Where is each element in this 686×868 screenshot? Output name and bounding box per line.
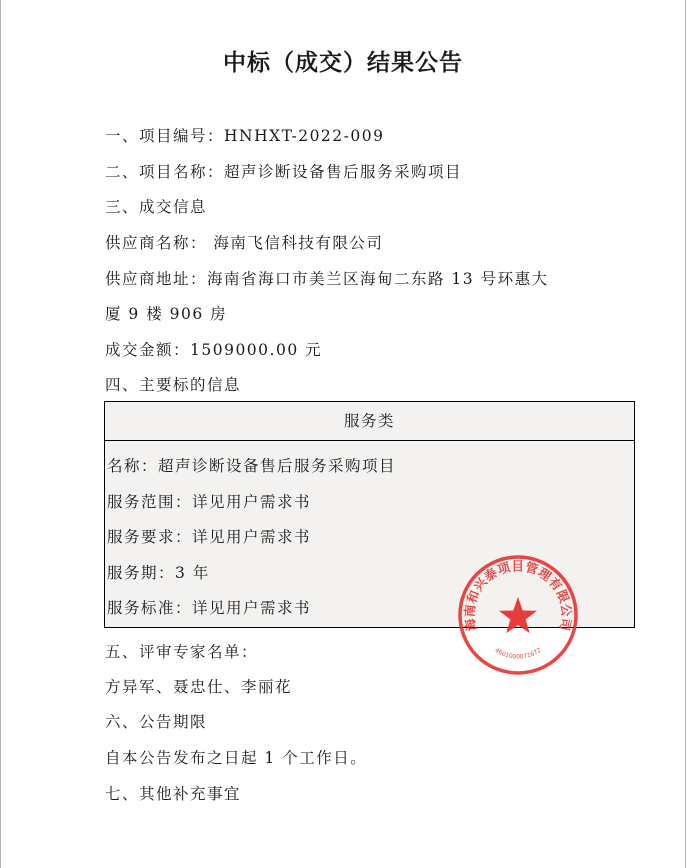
section-other-matters: 七、其他补充事宜: [105, 785, 242, 803]
supplier-address-line1: 供应商地址：海南省海口市美兰区海甸二东路 13 号环惠大: [105, 270, 549, 288]
svg-text:4601000071672: [493, 647, 542, 661]
table-row-standard: 服务标准：详见用户需求书: [107, 599, 312, 617]
expert-list: 方异军、聂忠仕、李丽花: [105, 678, 293, 696]
seal-number-text: 4601000071672: [493, 646, 543, 661]
section-main-subject: 四、主要标的信息: [105, 376, 242, 394]
deal-amount: 成交金额：1509000.00 元: [105, 341, 323, 359]
section-experts: 五、评审专家名单：: [105, 643, 259, 661]
section-deal-info: 三、成交信息: [105, 198, 208, 216]
page-title: 中标（成交）结果公告: [223, 50, 463, 76]
page-border-left: [0, 0, 1, 868]
table-header: 服务类: [105, 402, 634, 441]
table-row-period: 服务期：3 年: [107, 564, 210, 582]
announcement-period: 自本公告发布之日起 1 个工作日。: [105, 749, 368, 767]
supplier-name: 供应商名称： 海南飞信科技有限公司: [105, 234, 384, 252]
table-row-scope: 服务范围：详见用户需求书: [107, 493, 312, 511]
company-seal-stamp: [456, 553, 580, 677]
section-announcement-period: 六、公告期限: [105, 713, 208, 731]
seal-name-text: 海南和兴泰项目管理有限公司: [461, 558, 575, 633]
project-name: 二、项目名称：超声诊断设备售后服务采购项目: [105, 163, 463, 181]
table-row-requirement: 服务要求：详见用户需求书: [107, 528, 312, 546]
supplier-address-line2: 厦 9 楼 906 房: [105, 305, 228, 323]
project-number: 一、项目编号：HNHXT-2022-009: [105, 127, 385, 145]
table-row-name: 名称：超声诊断设备售后服务采购项目: [107, 457, 397, 475]
